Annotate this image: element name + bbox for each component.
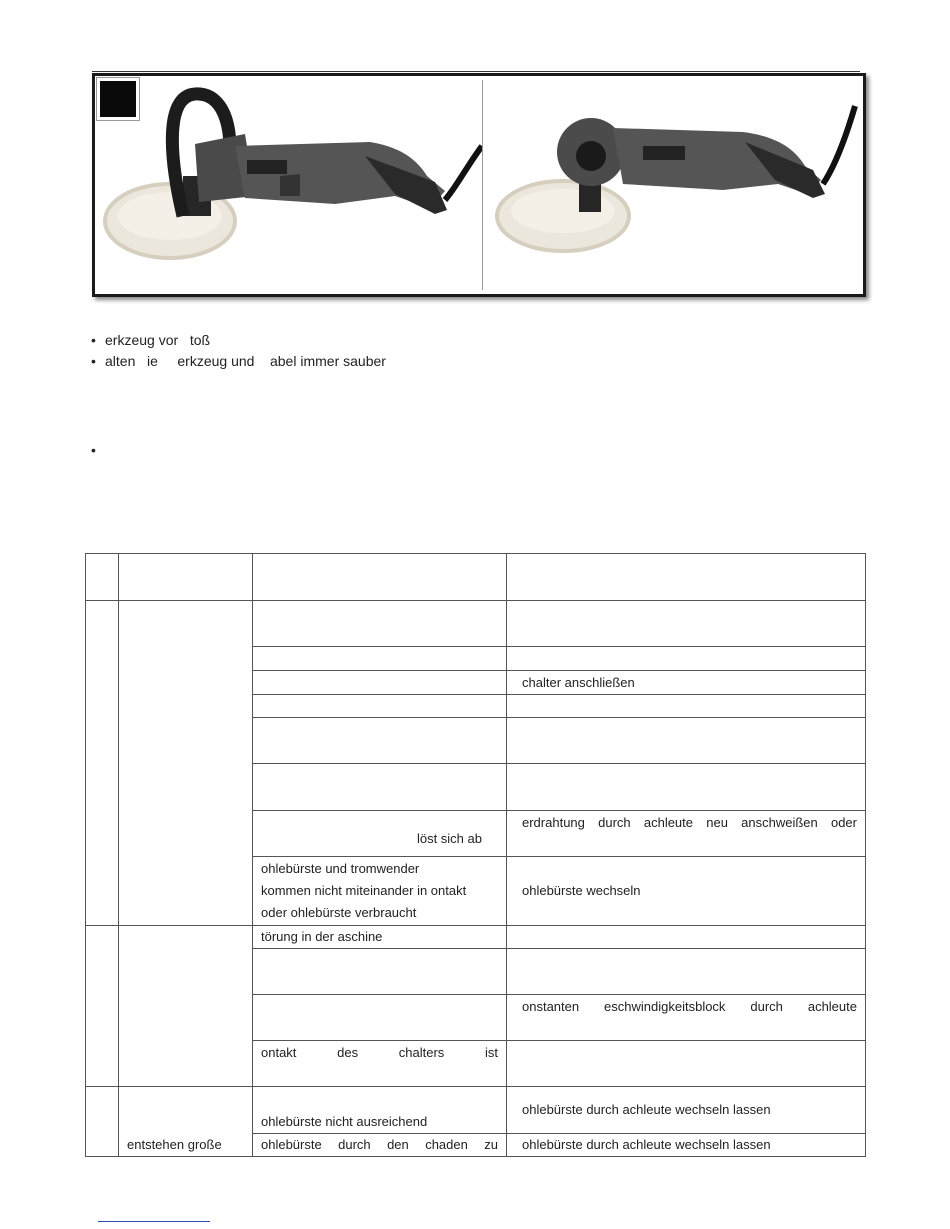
solution-cell xyxy=(507,718,866,764)
cause-cell: törung in der aschine xyxy=(253,926,507,949)
solution-cell xyxy=(507,695,866,718)
brand-label xyxy=(643,146,685,160)
problem-cell xyxy=(119,926,253,1087)
footer-link-underline[interactable] xyxy=(98,1221,210,1222)
problem-cell xyxy=(119,1087,253,1157)
solution-cell: ohlebürste wechseln xyxy=(507,857,866,926)
cause-cell xyxy=(253,857,507,926)
cause-cell xyxy=(253,601,507,647)
header-rule xyxy=(92,71,860,72)
header-cell xyxy=(253,554,507,601)
list-item: • erkzeug vor toß xyxy=(105,330,386,351)
maintenance-bullets xyxy=(105,330,386,372)
solution-cell: ohlebürste durch achleute wechseln lassen xyxy=(507,1134,866,1157)
table-row xyxy=(86,601,866,647)
solution-cell: chalter anschließen xyxy=(507,671,866,695)
cause-cell xyxy=(253,949,507,995)
cause-cell xyxy=(253,695,507,718)
polisher-angled-photo xyxy=(483,76,863,294)
power-cord xyxy=(445,146,482,200)
solution-cell: onstanten eschwindigkeitsblock durch achleute xyxy=(507,995,866,1041)
cause-cell: ontakt des chalters ist xyxy=(253,1041,507,1087)
cause-cell xyxy=(253,995,507,1041)
polisher-side-photo xyxy=(95,76,482,294)
solution-cell xyxy=(507,926,866,949)
table-row xyxy=(86,1087,866,1134)
solution-cell xyxy=(507,764,866,811)
cause-cell: ohlebürste durch den chaden zu xyxy=(253,1134,507,1157)
problem-cell xyxy=(119,601,253,926)
figure-frame xyxy=(92,73,866,297)
table-header-row xyxy=(86,554,866,601)
solution-cell xyxy=(507,949,866,995)
group-number-cell xyxy=(86,926,119,1087)
cause-line: oder ohlebürste verbraucht xyxy=(261,905,417,920)
solution-cell xyxy=(507,1041,866,1087)
cause-cell xyxy=(253,671,507,695)
troubleshooting-table xyxy=(85,553,866,1157)
group-number-cell xyxy=(86,601,119,926)
list-item: • alten ie erkzeug und abel immer sauber xyxy=(105,351,386,372)
cause-cell: ohlebürste nicht ausreichend xyxy=(253,1087,507,1134)
cause-line: ohlebürste und tromwender xyxy=(261,861,420,876)
header-cell xyxy=(507,554,866,601)
header-cell xyxy=(119,554,253,601)
solution-cell xyxy=(507,647,866,671)
solution-cell xyxy=(507,601,866,647)
cause-cell xyxy=(253,718,507,764)
group-number-cell xyxy=(86,1087,119,1157)
list-item-bullet: • xyxy=(91,442,96,458)
cause-cell: löst sich ab xyxy=(253,811,507,857)
cause-cell xyxy=(253,647,507,671)
table-row xyxy=(86,926,866,949)
solution-cell: ohlebürste durch achleute wechseln lassen xyxy=(507,1087,866,1134)
cause-cell xyxy=(253,764,507,811)
header-cell xyxy=(86,554,119,601)
cause-line: kommen nicht miteinander in ontakt xyxy=(261,883,467,898)
solution-cell: erdrahtung durch achleute neu anschweißen oder xyxy=(507,811,866,857)
power-cord xyxy=(823,106,855,184)
brand-label xyxy=(247,160,287,174)
problem-text: entstehen große xyxy=(127,1137,222,1152)
